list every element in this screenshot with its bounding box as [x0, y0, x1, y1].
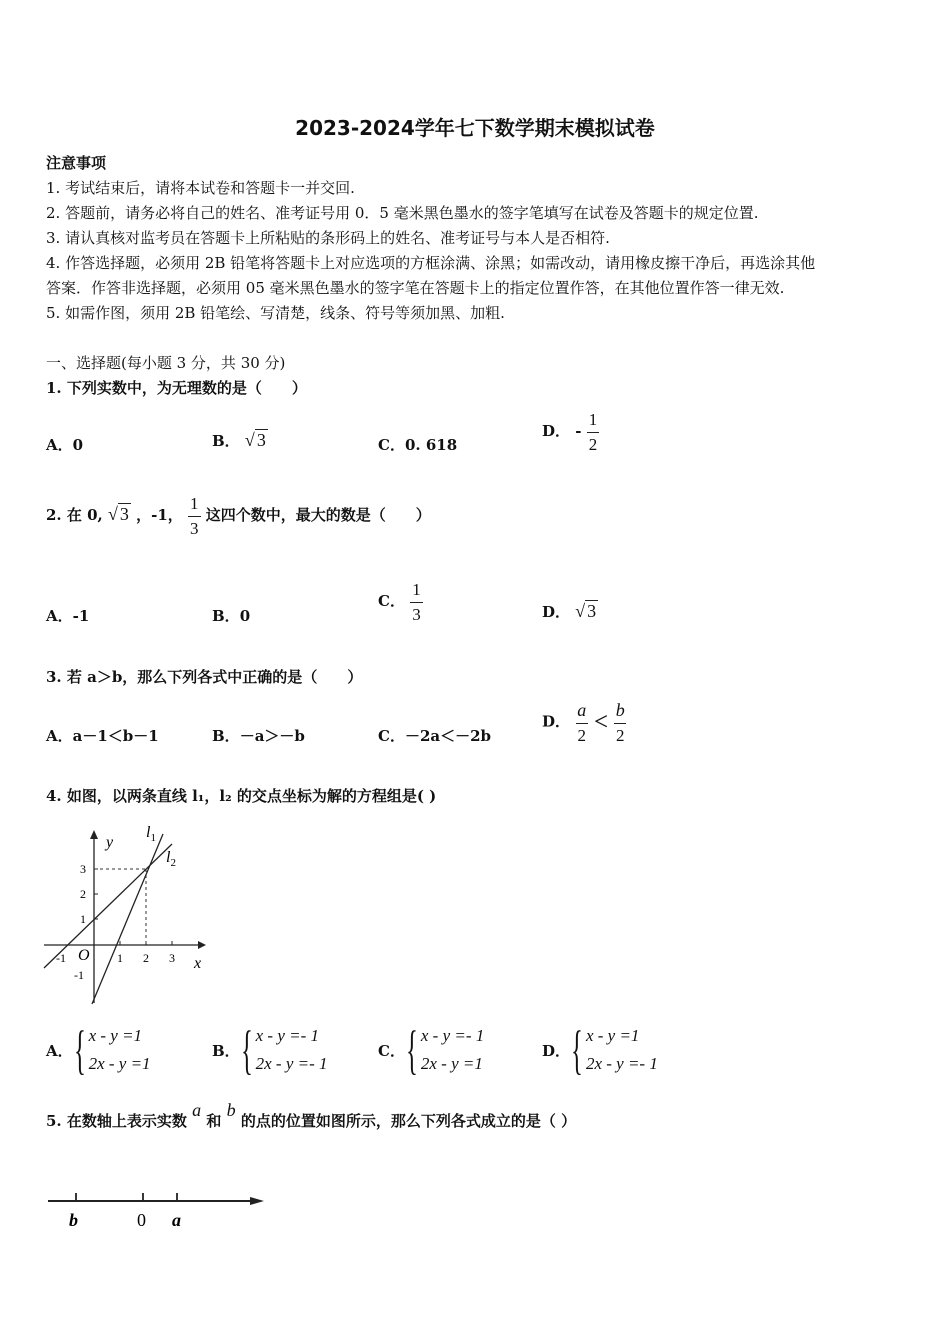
- line-l1-subscript: 1: [150, 832, 156, 844]
- fraction: [575, 700, 588, 745]
- option-value: 0: [72, 436, 84, 454]
- q4-option-a: [46, 1022, 151, 1078]
- notice-line-1: 1. 考试结束后，请将本试卷和答题卡一并交回.: [46, 179, 355, 197]
- line-l2: [44, 844, 172, 968]
- numerator: b: [615, 700, 625, 720]
- line-l1-letter: l: [146, 824, 151, 841]
- equation-system: [46, 1022, 151, 1078]
- line-l2-letter: l: [166, 849, 171, 866]
- q3-option-a: [46, 725, 159, 746]
- equation-1: x - y =- 1: [420, 1026, 485, 1045]
- q2-option-c: [378, 580, 423, 624]
- left-brace: {: [406, 1020, 418, 1080]
- option-label: B．: [212, 607, 240, 625]
- option-label: A．: [46, 436, 73, 454]
- option-label: D．: [542, 712, 571, 731]
- coordinate-graph: [40, 818, 220, 1010]
- option-label: C．: [378, 1041, 405, 1060]
- equation-2: 2x - y =- 1: [255, 1054, 328, 1073]
- radicand: 3: [256, 430, 266, 450]
- q5-stem-part-2: 和: [206, 1112, 222, 1130]
- y-tick-label: 2: [80, 887, 86, 901]
- q5-stem: [46, 1100, 577, 1131]
- q4-option-c: [378, 1022, 484, 1078]
- q2-option-b: [212, 605, 250, 626]
- notice-line-2: 2. 答题前，请务必将自己的姓名、准考证号用 0．5 毫米黑色墨水的签字笔填写在试卷及答题卡的规定位置.: [46, 204, 759, 222]
- variable-a: a: [192, 1100, 202, 1120]
- y-axis-label: y: [106, 834, 114, 851]
- q2-stem-part-3: 这四个数中，最大的数是（ ）: [205, 506, 431, 525]
- left-brace: {: [240, 1020, 253, 1080]
- x-tick-label: 1: [117, 951, 123, 965]
- q5-stem-part-1: 5. 在数轴上表示实数: [46, 1112, 187, 1130]
- option-value: a－1＜b－1: [72, 727, 159, 745]
- q1-option-d: [542, 410, 599, 454]
- denominator: 3: [188, 516, 201, 539]
- equations: [586, 1022, 658, 1078]
- fraction: [188, 494, 201, 538]
- q1-option-a: [46, 434, 83, 455]
- radicand: 3: [587, 601, 597, 621]
- fraction: [410, 580, 423, 624]
- x-tick-label: 2: [143, 951, 149, 965]
- equations: [421, 1022, 484, 1078]
- equation-1: x - y =- 1: [255, 1026, 319, 1045]
- q3-stem: 3. 若 a＞b，那么下列各式中正确的是（ ）: [46, 668, 363, 686]
- y-axis-arrow: [90, 830, 98, 839]
- x-axis-arrow: [198, 941, 206, 949]
- option-label: A．: [46, 727, 73, 745]
- option-value: -1: [72, 607, 90, 625]
- option-value: 0. 618: [404, 436, 458, 454]
- line-l1-label: [146, 824, 156, 844]
- q2-stem-part-2: ，-1，: [136, 506, 183, 525]
- y-tick-label: 3: [80, 862, 86, 876]
- equation-system: [212, 1022, 328, 1078]
- q2-stem-part-1: 2. 在 0,: [46, 506, 103, 525]
- equation-system: [542, 1022, 658, 1078]
- option-label: C．: [378, 727, 405, 745]
- sqrt-expression: √ 3: [244, 430, 266, 450]
- option-label: B．: [212, 727, 240, 745]
- q3-option-c: [378, 725, 491, 746]
- denominator: 3: [410, 602, 423, 625]
- equation-1: x - y =1: [585, 1026, 640, 1045]
- q2-stem: [46, 494, 431, 538]
- label-b: b: [69, 1210, 78, 1230]
- q3-option-b: [212, 725, 305, 746]
- x-axis-label: x: [194, 955, 202, 972]
- left-brace: {: [73, 1020, 86, 1080]
- equation-system: [378, 1022, 484, 1078]
- page-title: 2023-2024学年七下数学期末模拟试卷: [295, 116, 655, 140]
- option-label: A．: [46, 1041, 73, 1060]
- option-label: B．: [212, 432, 240, 450]
- numerator: 1: [190, 494, 199, 513]
- option-value: 0: [239, 607, 251, 625]
- line-l2-label: [166, 849, 176, 869]
- equation-2: 2x - y =1: [420, 1054, 483, 1073]
- number-line: [44, 1186, 274, 1236]
- equations: [256, 1022, 328, 1078]
- q4-option-d: [542, 1022, 658, 1078]
- q4-option-b: [212, 1022, 328, 1078]
- q3-option-d: [542, 700, 627, 745]
- q1-option-c: [378, 434, 457, 455]
- notice-heading: 注意事项: [46, 154, 107, 172]
- equation-2: 2x - y =- 1: [585, 1054, 658, 1073]
- option-label: C．: [378, 436, 405, 454]
- option-label: D．: [542, 603, 571, 621]
- notice-line-3: 3. 请认真核对监考员在答题卡上所粘贴的条形码上的姓名、准考证号与本人是否相符.: [46, 229, 610, 247]
- option-value: －a＞－b: [239, 727, 305, 745]
- notice-line-6: 5. 如需作图，须用 2B 铅笔绘、写清楚，线条、符号等须加黑、加粗.: [46, 304, 505, 322]
- q2-option-d: [542, 601, 598, 622]
- fraction: [587, 410, 600, 454]
- y-tick-label: -1: [74, 968, 84, 982]
- equation-1: x - y =1: [88, 1026, 143, 1045]
- q2-option-a: [46, 605, 89, 626]
- label-a: a: [172, 1210, 181, 1230]
- less-than-sign: ＜: [593, 712, 609, 731]
- line-l2-subscript: 2: [170, 857, 176, 869]
- option-label: D．: [542, 1041, 571, 1060]
- sqrt-expression: √ 3: [108, 504, 129, 525]
- option-label: B．: [212, 1041, 240, 1060]
- numerator: a: [577, 700, 587, 720]
- variable-b: b: [226, 1100, 236, 1120]
- q1-stem: 1. 下列实数中，为无理数的是（ ）: [46, 379, 307, 397]
- option-value: －2a＜－2b: [404, 727, 492, 745]
- denominator: 2: [614, 723, 627, 746]
- x-tick-label: 3: [169, 951, 175, 965]
- notice-line-5: 答案．作答非选择题，必须用 05 毫米黑色墨水的签字笔在答题卡上的指定位置作答，在其他位置作答一律无效.: [46, 279, 785, 297]
- radicand: 3: [119, 504, 129, 525]
- fraction: [614, 700, 627, 745]
- numerator: 1: [412, 580, 421, 599]
- equation-2: 2x - y =1: [88, 1054, 151, 1073]
- option-label: D．: [542, 422, 571, 441]
- section-heading: 一、选择题(每小题 3 分，共 30 分): [46, 354, 286, 372]
- left-brace: {: [571, 1020, 583, 1080]
- q1-option-b: [212, 430, 268, 451]
- minus-sign: -: [575, 422, 582, 441]
- number-line-arrow: [250, 1197, 264, 1205]
- numerator: 1: [588, 410, 598, 429]
- q5-stem-part-3: 的点的位置如图所示，那么下列各式成立的是（ ）: [240, 1112, 577, 1130]
- q4-stem: 4. 如图，以两条直线 l₁，l₂ 的交点坐标为解的方程组是( ): [46, 787, 437, 805]
- y-tick-label: 1: [80, 912, 86, 926]
- line-l1: [92, 834, 163, 1004]
- denominator: 2: [576, 723, 589, 746]
- origin-label: O: [78, 947, 90, 964]
- notice-line-4: 4. 作答选择题，必须用 2B 铅笔将答题卡上对应选项的方框涂满、涂黑；如需改动，请用橡皮擦干净后，再选涂其他: [46, 254, 816, 272]
- denominator: 2: [587, 432, 600, 455]
- label-zero: 0: [137, 1210, 146, 1230]
- x-tick-label: -1: [56, 951, 66, 965]
- option-label: A．: [46, 607, 73, 625]
- equations: [89, 1022, 151, 1078]
- option-label: C．: [378, 592, 405, 611]
- sqrt-expression: √ 3: [575, 601, 597, 621]
